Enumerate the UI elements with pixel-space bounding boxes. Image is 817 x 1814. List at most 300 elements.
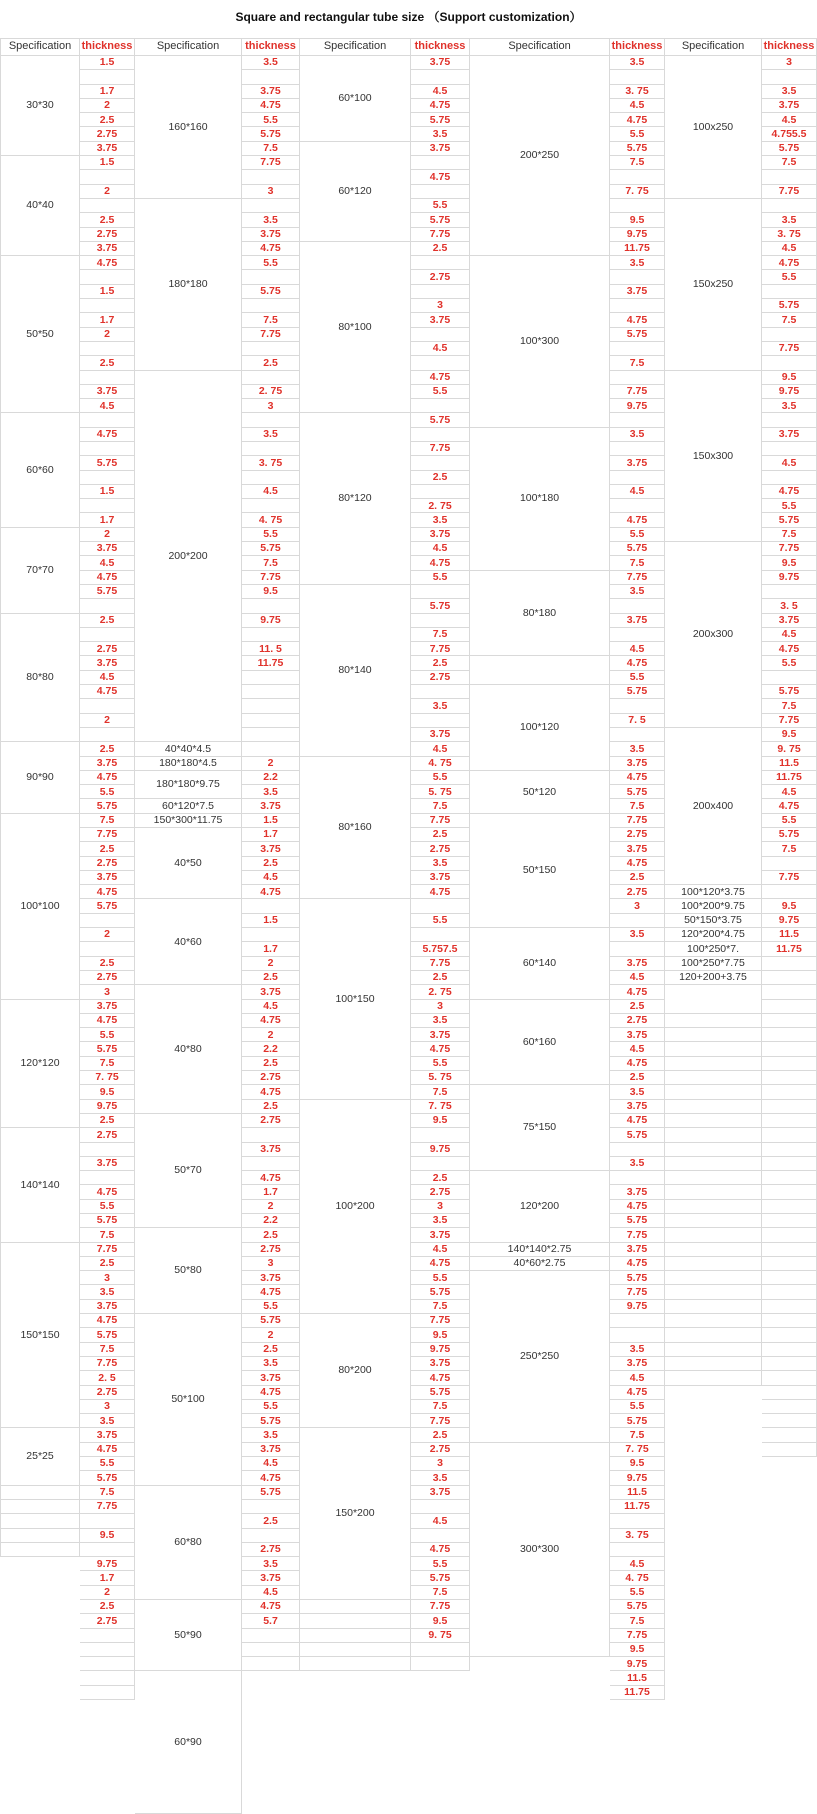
thickness-cell (242, 728, 300, 742)
header-specification: Specification (665, 38, 762, 56)
thickness-cell: 7.5 (242, 556, 300, 570)
thickness-cell: 1.7 (242, 828, 300, 842)
thickness-cell: 3.75 (610, 285, 665, 299)
thickness-cell: 7.5 (762, 699, 817, 713)
thickness-cell: 3.75 (242, 85, 300, 99)
spec-cell: 200x400 (665, 728, 762, 885)
thickness-cell (411, 1128, 470, 1142)
thickness-cell: 3.75 (242, 1443, 300, 1457)
thickness-cell: 7.5 (411, 1586, 470, 1600)
thickness-cell: 7.75 (242, 328, 300, 342)
spec-cell (665, 1371, 762, 1385)
thickness-cell: 4.75 (411, 556, 470, 570)
spec-cell (665, 1014, 762, 1028)
thickness-cell: 7.5 (762, 528, 817, 542)
spec-cell (665, 1128, 762, 1142)
thickness-cell: 11.75 (762, 771, 817, 785)
header-specification: Specification (470, 38, 610, 56)
thickness-cell: 2.5 (242, 1514, 300, 1528)
thickness-cell: 5.75 (610, 542, 665, 556)
thickness-cell: 9.5 (610, 213, 665, 227)
thickness-cell: 5.5 (411, 199, 470, 213)
thickness-cell: 2.5 (80, 957, 135, 971)
spec-cell: 60*100 (300, 56, 411, 142)
thickness-cell: 7.75 (762, 871, 817, 885)
spec-cell: 60*80 (135, 1486, 242, 1600)
thickness-cell (610, 299, 665, 313)
thickness-cell (610, 170, 665, 184)
thickness-cell: 9.75 (80, 1557, 135, 1571)
thickness-cell: 4.75 (411, 1042, 470, 1056)
thickness-cell: 4.5 (610, 1042, 665, 1056)
spec-cell: 120*200*4.75 (665, 928, 762, 942)
thickness-cell: 4.75 (762, 642, 817, 656)
thickness-cell: 9.5 (242, 585, 300, 599)
thickness-cell: 3.75 (762, 99, 817, 113)
spec-cell: 30*30 (0, 56, 80, 156)
thickness-cell: 2.5 (80, 1257, 135, 1271)
thickness-cell: 2.5 (80, 1600, 135, 1614)
thickness-cell: 3.75 (242, 228, 300, 242)
spec-cell: 160*160 (135, 56, 242, 199)
thickness-cell: 4.75 (242, 1285, 300, 1299)
thickness-cell: 3.75 (411, 56, 470, 70)
thickness-cell: 7.75 (242, 571, 300, 585)
thickness-cell: 4.5 (762, 242, 817, 256)
thickness-cell (610, 499, 665, 513)
spec-cell (665, 1171, 762, 1185)
spec-cell: 90*90 (0, 742, 80, 813)
spec-cell (0, 1543, 80, 1557)
thickness-cell: 1.7 (242, 1185, 300, 1199)
thickness-cell (242, 270, 300, 284)
header-thickness: thickness (242, 38, 300, 56)
spec-cell: 80*80 (0, 614, 80, 743)
thickness-cell: 2.2 (242, 1042, 300, 1056)
thickness-cell: 3 (411, 1000, 470, 1014)
thickness-cell: 4.5 (80, 671, 135, 685)
spec-cell: 50*90 (135, 1600, 242, 1671)
thickness-cell (762, 1386, 817, 1400)
thickness-cell: 1.5 (242, 914, 300, 928)
spec-cell: 150*150 (0, 1243, 80, 1429)
thickness-cell: 4.75 (610, 113, 665, 127)
thickness-cell: 7.5 (242, 313, 300, 327)
thickness-cell: 5.75 (411, 1571, 470, 1585)
thickness-cell: 9.75 (610, 228, 665, 242)
thickness-cell: 3.5 (411, 699, 470, 713)
thickness-cell (762, 285, 817, 299)
thickness-cell (80, 1171, 135, 1185)
thickness-cell: 3.75 (411, 728, 470, 742)
thickness-cell: 1.7 (80, 85, 135, 99)
thickness-cell: 7. 75 (610, 1443, 665, 1457)
thickness-cell: 4.5 (242, 485, 300, 499)
thickness-cell (762, 1328, 817, 1342)
thickness-cell (762, 1028, 817, 1042)
spec-cell: 80*180 (470, 571, 610, 657)
thickness-cell: 7.5 (80, 814, 135, 828)
thickness-cell (762, 1285, 817, 1299)
thickness-cell (80, 1629, 135, 1643)
thickness-cell: 1.5 (242, 814, 300, 828)
thickness-cell (762, 1343, 817, 1357)
thickness-cell: 5.5 (762, 814, 817, 828)
thickness-cell: 9.5 (610, 1643, 665, 1657)
thickness-cell: 2 (242, 1200, 300, 1214)
thickness-cell: 3.75 (610, 1185, 665, 1199)
spec-cell: 100*120*3.75 (665, 885, 762, 899)
thickness-cell (411, 928, 470, 942)
thickness-cell: 4.75 (610, 985, 665, 999)
thickness-cell: 2.5 (80, 614, 135, 628)
thickness-cell: 1.7 (80, 513, 135, 527)
thickness-cell: 1.5 (80, 285, 135, 299)
thickness-cell: 3.75 (80, 1157, 135, 1171)
spec-cell: 60*90 (135, 1671, 242, 1814)
spec-cell: 40*40 (0, 156, 80, 256)
thickness-cell: 9.75 (762, 385, 817, 399)
thickness-cell: 7.5 (610, 556, 665, 570)
thickness-cell: 3 (411, 1457, 470, 1471)
thickness-cell (762, 1400, 817, 1414)
spec-cell (665, 1085, 762, 1099)
thickness-cell (411, 1529, 470, 1543)
header-specification: Specification (135, 38, 242, 56)
thickness-cell (610, 70, 665, 84)
thickness-cell: 7.75 (411, 1414, 470, 1428)
thickness-cell: 4.75 (242, 242, 300, 256)
thickness-cell: 5.75 (80, 799, 135, 813)
thickness-cell: 3.5 (762, 213, 817, 227)
thickness-cell: 4.5 (411, 1514, 470, 1528)
thickness-cell: 3.75 (610, 1357, 665, 1371)
spec-cell: 100*100 (0, 814, 80, 1000)
thickness-cell: 2.5 (80, 356, 135, 370)
thickness-cell (242, 685, 300, 699)
thickness-cell: 4.75 (610, 1114, 665, 1128)
thickness-cell (242, 1657, 300, 1671)
thickness-cell (80, 471, 135, 485)
thickness-cell (242, 1500, 300, 1514)
thickness-cell: 4.5 (242, 1000, 300, 1014)
spec-cell: 100*150 (300, 899, 411, 1099)
spec-cell: 250*250 (470, 1271, 610, 1443)
thickness-cell: 3 (610, 899, 665, 913)
spec-cell: 80*160 (300, 757, 411, 900)
thickness-cell: 11.75 (762, 942, 817, 956)
thickness-cell: 9.5 (80, 1085, 135, 1099)
thickness-cell: 9.75 (762, 571, 817, 585)
spec-cell: 180*180*9.75 (135, 771, 242, 800)
thickness-cell: 9.5 (762, 371, 817, 385)
thickness-cell: 2.5 (80, 113, 135, 127)
thickness-cell: 2.75 (80, 971, 135, 985)
thickness-cell: 5.5 (411, 1271, 470, 1285)
thickness-cell: 5.75 (80, 899, 135, 913)
thickness-cell: 4.75 (80, 771, 135, 785)
thickness-cell: 4.75 (610, 513, 665, 527)
thickness-cell: 4.5 (610, 1371, 665, 1385)
thickness-cell: 9.5 (762, 728, 817, 742)
thickness-cell (762, 1128, 817, 1142)
thickness-cell: 4.75 (411, 170, 470, 184)
thickness-cell: 2.75 (242, 1114, 300, 1128)
thickness-cell: 11. 5 (242, 642, 300, 656)
thickness-cell (411, 899, 470, 913)
thickness-cell: 4.75 (762, 256, 817, 270)
thickness-cell: 5.75 (610, 1214, 665, 1228)
thickness-cell (762, 328, 817, 342)
spec-cell (665, 1228, 762, 1242)
thickness-cell: 4.75 (80, 1185, 135, 1199)
thickness-cell (610, 1314, 665, 1328)
spec-cell (0, 1486, 80, 1500)
thickness-cell: 3 (80, 1400, 135, 1414)
thickness-cell: 4.75 (411, 1257, 470, 1271)
thickness-cell: 7.75 (80, 1500, 135, 1514)
spec-cell: 200*200 (135, 371, 242, 743)
thickness-cell: 7.5 (80, 1057, 135, 1071)
thickness-cell: 5.75 (610, 1128, 665, 1142)
thickness-cell: 5.5 (411, 1057, 470, 1071)
thickness-cell: 5.5 (762, 656, 817, 670)
spec-cell: 300*300 (470, 1443, 610, 1657)
thickness-cell (762, 1171, 817, 1185)
thickness-cell: 3.75 (242, 985, 300, 999)
thickness-cell: 4.75 (411, 885, 470, 899)
thickness-cell: 5.75 (411, 1285, 470, 1299)
thickness-cell: 5.75 (762, 685, 817, 699)
thickness-cell: 7.5 (610, 156, 665, 170)
thickness-cell: 7.75 (411, 1314, 470, 1328)
thickness-cell (411, 456, 470, 470)
thickness-cell: 5.75 (610, 142, 665, 156)
thickness-cell (762, 1443, 817, 1457)
thickness-cell: 7.75 (610, 571, 665, 585)
thickness-cell (242, 413, 300, 427)
spec-cell: 80*140 (300, 585, 411, 757)
spec-cell: 200*250 (470, 56, 610, 256)
thickness-cell: 9.75 (610, 1657, 665, 1671)
thickness-cell: 3.75 (242, 1271, 300, 1285)
thickness-cell: 11.75 (610, 242, 665, 256)
thickness-cell: 2.75 (242, 1071, 300, 1085)
spec-cell: 40*40*4.5 (135, 742, 242, 756)
thickness-cell: 2.75 (80, 127, 135, 141)
spec-cell (665, 1328, 762, 1342)
thickness-cell: 7.5 (762, 156, 817, 170)
thickness-cell: 4.5 (610, 99, 665, 113)
thickness-cell (411, 70, 470, 84)
thickness-cell: 5.5 (762, 270, 817, 284)
spec-cell: 75*150 (470, 1085, 610, 1171)
thickness-cell (762, 1357, 817, 1371)
spec-cell: 40*60 (135, 899, 242, 985)
thickness-cell: 5.75 (242, 1314, 300, 1328)
thickness-cell: 3.75 (762, 614, 817, 628)
thickness-cell: 4.5 (242, 1586, 300, 1600)
thickness-cell (762, 957, 817, 971)
thickness-cell: 2.75 (80, 228, 135, 242)
thickness-cell: 5.75 (242, 542, 300, 556)
thickness-cell (610, 1143, 665, 1157)
spec-cell: 200x300 (665, 542, 762, 728)
thickness-cell (411, 328, 470, 342)
thickness-cell: 7.75 (610, 1285, 665, 1299)
thickness-cell (80, 1514, 135, 1528)
thickness-cell: 3. 5 (762, 599, 817, 613)
thickness-cell: 2.5 (80, 1114, 135, 1128)
thickness-cell (242, 170, 300, 184)
thickness-cell: 5.5 (610, 671, 665, 685)
thickness-cell: 5.75 (610, 1271, 665, 1285)
thickness-cell (762, 585, 817, 599)
thickness-cell (762, 1371, 817, 1385)
thickness-cell (411, 485, 470, 499)
thickness-cell (242, 1529, 300, 1543)
thickness-cell: 2.75 (80, 642, 135, 656)
header-thickness: thickness (610, 38, 665, 56)
thickness-cell: 5.75 (610, 328, 665, 342)
thickness-cell: 3.5 (610, 585, 665, 599)
thickness-cell: 4.75 (242, 885, 300, 899)
thickness-cell (242, 699, 300, 713)
thickness-cell: 7.75 (80, 1357, 135, 1371)
thickness-cell: 5.75 (80, 456, 135, 470)
thickness-cell (411, 1157, 470, 1171)
thickness-cell (762, 1214, 817, 1228)
thickness-cell (80, 1657, 135, 1671)
thickness-cell: 7.75 (610, 1629, 665, 1643)
thickness-cell: 5. 75 (411, 785, 470, 799)
thickness-cell: 5.5 (411, 914, 470, 928)
thickness-cell: 4.5 (411, 85, 470, 99)
thickness-cell (242, 199, 300, 213)
thickness-cell: 3.75 (610, 1100, 665, 1114)
thickness-cell: 1.5 (80, 485, 135, 499)
spec-cell: 180*180 (135, 199, 242, 371)
thickness-cell: 5.5 (762, 499, 817, 513)
thickness-cell: 5.75 (80, 585, 135, 599)
spec-cell (665, 1042, 762, 1056)
thickness-cell (411, 685, 470, 699)
thickness-cell: 11.75 (610, 1686, 665, 1700)
thickness-cell: 5.75 (411, 413, 470, 427)
thickness-cell (411, 356, 470, 370)
thickness-cell (762, 671, 817, 685)
thickness-cell: 7.75 (610, 385, 665, 399)
thickness-cell: 3. 75 (242, 456, 300, 470)
thickness-cell: 9.5 (80, 1529, 135, 1543)
thickness-cell: 4.5 (411, 542, 470, 556)
thickness-cell (762, 1085, 817, 1099)
spec-cell (665, 1271, 762, 1285)
spec-cell: 40*60*2.75 (470, 1257, 610, 1271)
thickness-cell: 9.75 (610, 1300, 665, 1314)
spec-cell (665, 1200, 762, 1214)
thickness-cell: 4.75 (242, 1085, 300, 1099)
thickness-cell: 3 (242, 1257, 300, 1271)
thickness-cell: 4.75 (242, 1386, 300, 1400)
thickness-cell: 2.5 (242, 1057, 300, 1071)
thickness-cell: 5.75 (411, 113, 470, 127)
spec-cell (665, 1343, 762, 1357)
thickness-cell (411, 399, 470, 413)
thickness-cell: 7.5 (610, 799, 665, 813)
thickness-cell (610, 628, 665, 642)
thickness-cell: 5.75 (80, 1042, 135, 1056)
thickness-cell (762, 356, 817, 370)
spec-cell: 50*150 (470, 814, 610, 928)
spec-cell: 70*70 (0, 528, 80, 614)
thickness-cell: 5.5 (242, 528, 300, 542)
thickness-cell: 4.75 (411, 1371, 470, 1385)
spec-cell (665, 1357, 762, 1371)
thickness-cell: 5.75 (610, 1600, 665, 1614)
thickness-cell: 3.75 (80, 656, 135, 670)
thickness-cell (80, 1143, 135, 1157)
thickness-cell: 5.75 (762, 828, 817, 842)
thickness-cell: 2.5 (242, 1100, 300, 1114)
thickness-cell: 3. 75 (610, 1529, 665, 1543)
thickness-cell: 4.5 (411, 742, 470, 756)
thickness-cell: 9.75 (80, 1100, 135, 1114)
thickness-cell (762, 1114, 817, 1128)
spec-cell: 150x300 (665, 371, 762, 543)
thickness-cell: 4.75 (80, 256, 135, 270)
thickness-cell: 4.75 (610, 1057, 665, 1071)
thickness-cell: 5.5 (610, 1400, 665, 1414)
thickness-cell: 2.5 (80, 742, 135, 756)
header-specification: Specification (0, 38, 80, 56)
thickness-cell (762, 1143, 817, 1157)
thickness-cell: 4.5 (610, 1557, 665, 1571)
thickness-cell: 2 (80, 528, 135, 542)
thickness-cell: 3 (80, 985, 135, 999)
thickness-cell (411, 185, 470, 199)
thickness-cell (762, 170, 817, 184)
thickness-cell: 2. 75 (411, 985, 470, 999)
thickness-cell: 3.75 (610, 456, 665, 470)
spec-cell: 25*25 (0, 1428, 80, 1485)
thickness-cell: 2.75 (242, 1243, 300, 1257)
thickness-cell: 2.75 (411, 671, 470, 685)
thickness-cell (242, 471, 300, 485)
thickness-cell: 4.75 (610, 1200, 665, 1214)
spec-cell: 150*300*11.75 (135, 814, 242, 828)
thickness-cell: 7.5 (80, 1228, 135, 1242)
thickness-cell: 7.75 (762, 714, 817, 728)
thickness-cell: 5.5 (610, 1586, 665, 1600)
thickness-cell (762, 442, 817, 456)
thickness-cell: 4.75 (242, 99, 300, 113)
thickness-cell: 5.5 (80, 1200, 135, 1214)
thickness-cell: 7.75 (411, 1600, 470, 1614)
thickness-cell: 2.5 (411, 471, 470, 485)
thickness-cell (762, 1428, 817, 1442)
thickness-cell (242, 70, 300, 84)
thickness-cell: 2.75 (80, 857, 135, 871)
thickness-cell: 5.757.5 (411, 942, 470, 956)
thickness-cell (411, 156, 470, 170)
thickness-cell: 7.75 (411, 228, 470, 242)
thickness-cell: 4.75 (610, 313, 665, 327)
spec-cell: 150*200 (300, 1428, 411, 1600)
thickness-cell: 2.75 (411, 1185, 470, 1199)
thickness-cell: 3.5 (242, 56, 300, 70)
thickness-cell: 3.5 (610, 928, 665, 942)
